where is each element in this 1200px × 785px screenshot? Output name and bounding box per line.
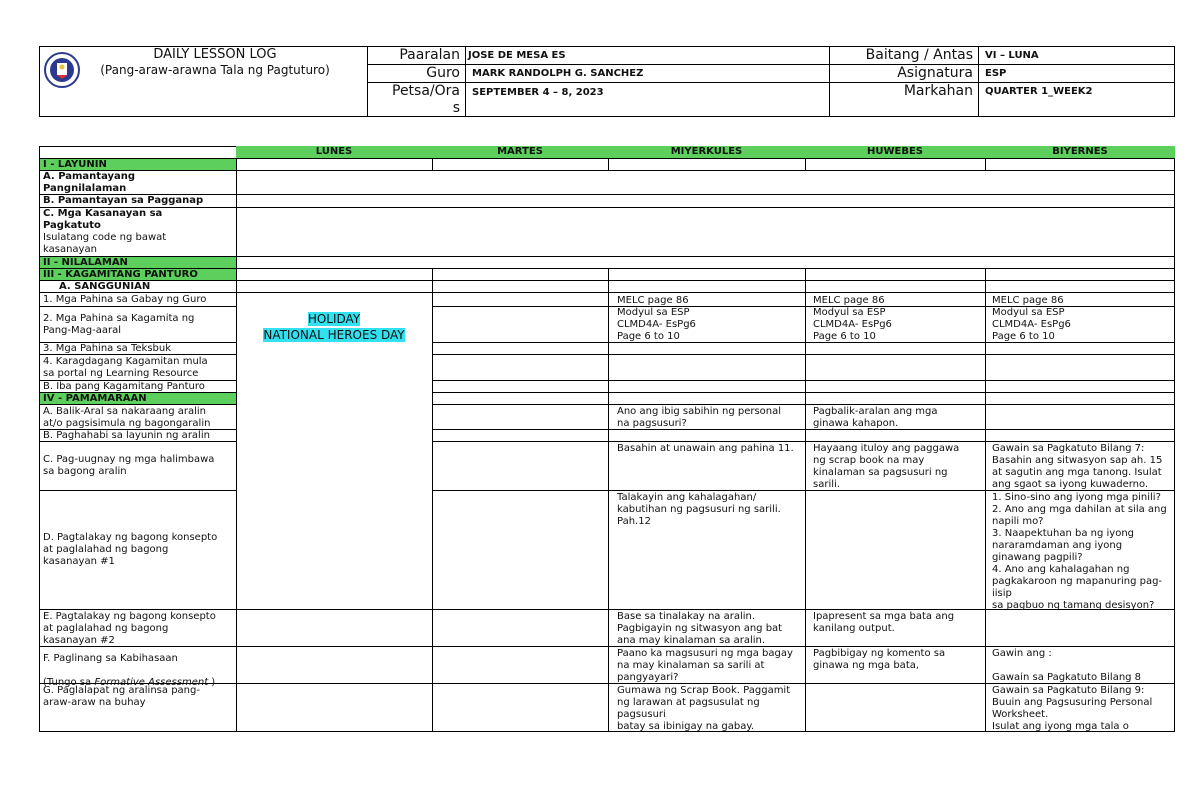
- row-paghahabi: B. Paghahabi sa layunin ng aralin: [43, 430, 210, 441]
- cell-modyul-miyerkules: Modyul sa ESP CLMD4A- EsPg6 Page 6 to 10: [617, 307, 696, 342]
- quarter-value: QUARTER 1_WEEK2: [985, 86, 1093, 97]
- cell-lapat-biyernes: Gawain sa Pagkatuto Bilang 9: Buuin ang Pagsusuring Personal Worksheet. Isulat ang iyong mga tala o: [992, 685, 1153, 732]
- page-title: DAILY LESSON LOG: [153, 47, 277, 62]
- row-balik-aral: A. Balik-Aral sa nakaraang aralin at/o pagsisimula ng bagongaralin: [43, 406, 211, 429]
- row-pamantayan-pagganap: B. Pamantayan sa Pagganap: [43, 195, 204, 206]
- school-label: Paaralan: [399, 47, 460, 63]
- row-paglalapat: G. Paglalapat ng aralinsa pang- araw-araw na buhay: [43, 685, 200, 708]
- grade-label: Baitang / Antas: [865, 47, 973, 63]
- teacher-value: MARK RANDOLPH G. SANCHEZ: [472, 68, 644, 79]
- cell-gabay-biyernes: MELC page 86: [992, 295, 1064, 306]
- cell-modyul-huwebes: Modyul sa ESP CLMD4A- EsPg6 Page 6 to 10: [813, 307, 892, 342]
- cell-talakay1-miyerkules: Talakayin ang kahalagahan/ kabutihan ng pagsusuri ng sarili. Pah.12: [617, 492, 781, 527]
- cell-modyul-biyernes: Modyul sa ESP CLMD4A- EsPg6 Page 6 to 10: [992, 307, 1071, 342]
- cell-talakay1-biyernes: 1. Sino-sino ang iyong mga pinili? 2. Ano ang mga dahilan at sila ang napili mo? 3. Naapektuhan ba ng iyong nararamdaman ang iyong ginawang pagpili? 4. Ano ang kahalagahan ng pagkakaroon ng mapanuring pag- iisip sa pagbuo ng tamang desisyon?: [992, 492, 1167, 611]
- row-iba-pang: B. Iba pang Kagamitang Panturo: [43, 381, 205, 392]
- row-kagamitan: III - KAGAMITANG PANTURO: [43, 269, 198, 280]
- page-subtitle: (Pang-araw-arawna Tala ng Pagtuturo): [100, 63, 330, 77]
- day-header-martes: MARTES: [432, 146, 608, 158]
- cell-linang-biyernes: Gawin ang : Gawain sa Pagkatuto Bilang 8: [992, 648, 1142, 683]
- cell-linang-huwebes: Pagbibigay ng komento sa ginawa ng mga bata,: [813, 648, 946, 671]
- row-paglinang-note: (Tungo sa Formative Assessment ): [43, 677, 216, 688]
- row-pamamaraan: IV - PAMAMARAAN: [43, 393, 147, 404]
- date-value: SEPTEMBER 4 – 8, 2023: [472, 87, 604, 98]
- row-layunin: I - LAYUNIN: [43, 159, 107, 170]
- row-pag-uugnay: C. Pag-uugnay ng mga halimbawa sa bagong aralin: [43, 454, 215, 477]
- row-nilalaman: II - NILALAMAN: [43, 257, 128, 268]
- row-pagtalakay-2: E. Pagtalakay ng bagong konsepto at paglalahad ng bagong kasanayan #2: [43, 611, 216, 646]
- cell-uugnay-huwebes: Hayaang ituloy ang paggawa ng scrap book na may kinalaman sa pagsusuri ng sarili.: [813, 443, 960, 490]
- cell-lapat-miyerkules: Gumawa ng Scrap Book. Paggamit ng larawan at pagsusulat ng pagsusuri batay sa ibinigay na gabay.: [617, 685, 791, 732]
- row-pamantayang-pangnilalaman: A. Pamantayang Pangnilalaman: [43, 171, 136, 194]
- school-value: JOSE DE MESA ES: [468, 50, 566, 61]
- holiday-line-1: HOLIDAY: [307, 312, 361, 326]
- cell-balik-huwebes: Pagbalik-aralan ang mga ginawa kahapon.: [813, 406, 938, 429]
- grade-value: VI – LUNA: [985, 50, 1039, 61]
- date-label: Petsa/Ora s: [392, 83, 460, 116]
- quarter-label: Markahan: [903, 83, 973, 99]
- day-header-lunes: LUNES: [236, 146, 432, 158]
- teacher-label: Guro: [426, 65, 460, 81]
- cell-gabay-huwebes: MELC page 86: [813, 295, 885, 306]
- cell-gabay-miyerkules: MELC page 86: [617, 295, 689, 306]
- cell-uugnay-biyernes: Gawain sa Pagkatuto Bilang 7: Basahin ang sitwasyon sap ah. 15 at sagutin ang mga tanong. Isulat ang sgaot sa iyong kuwaderno.: [992, 443, 1163, 490]
- subject-label: Asignatura: [897, 65, 973, 81]
- row-kasanayan-title: C. Mga Kasanayan sa Pagkatuto: [43, 208, 163, 231]
- day-header-miyerkules: MIYERKULES: [608, 146, 805, 158]
- cell-talakay2-huwebes: Ipapresent sa mga bata ang kanilang output.: [813, 611, 955, 634]
- row-kasanayan-note: Isulatang code ng bawat kasanayan: [43, 232, 167, 255]
- row-sanggunian: A. SANGGUNIAN: [59, 281, 151, 292]
- holiday-line-2: NATIONAL HEROES DAY: [263, 328, 405, 342]
- holiday-label: [236, 311, 432, 343]
- row-karagdagang: 4. Karagdagang Kagamitan mula sa portal ng Learning Resource: [43, 356, 208, 379]
- cell-uugnay-miyerkules: Basahin at unawain ang pahina 11.: [617, 443, 794, 454]
- day-header-huwebes: HUWEBES: [805, 146, 985, 158]
- subject-value: ESP: [985, 68, 1007, 79]
- row-paglinang: F. Paglinang sa Kabihasaan: [43, 653, 178, 664]
- deped-seal: [44, 52, 80, 88]
- cell-linang-miyerkules: Paano ka magsusuri ng mga bagay na may kinalaman sa sarili at pangyayari?: [617, 648, 793, 683]
- row-gabay: 1. Mga Pahina sa Gabay ng Guro: [43, 294, 207, 305]
- row-pagtalakay-1: D. Pagtalakay ng bagong konsepto at paglalahad ng bagong kasanayan #1: [43, 532, 218, 567]
- cell-balik-miyerkules: Ano ang ibig sabihin ng personal na pagsusuri?: [617, 406, 782, 429]
- row-kagamitang-mag-aaral: 2. Mga Pahina sa Kagamita ng Pang-Mag-aaral: [43, 313, 195, 336]
- day-header-biyernes: BIYERNES: [985, 146, 1175, 158]
- cell-talakay2-miyerkules: Base sa tinalakay na aralin. Pagbigayin ng sitwasyon ang bat ana may kinalaman sa aralin.: [617, 611, 783, 646]
- row-teksbuk: 3. Mga Pahina sa Teksbuk: [43, 343, 172, 354]
